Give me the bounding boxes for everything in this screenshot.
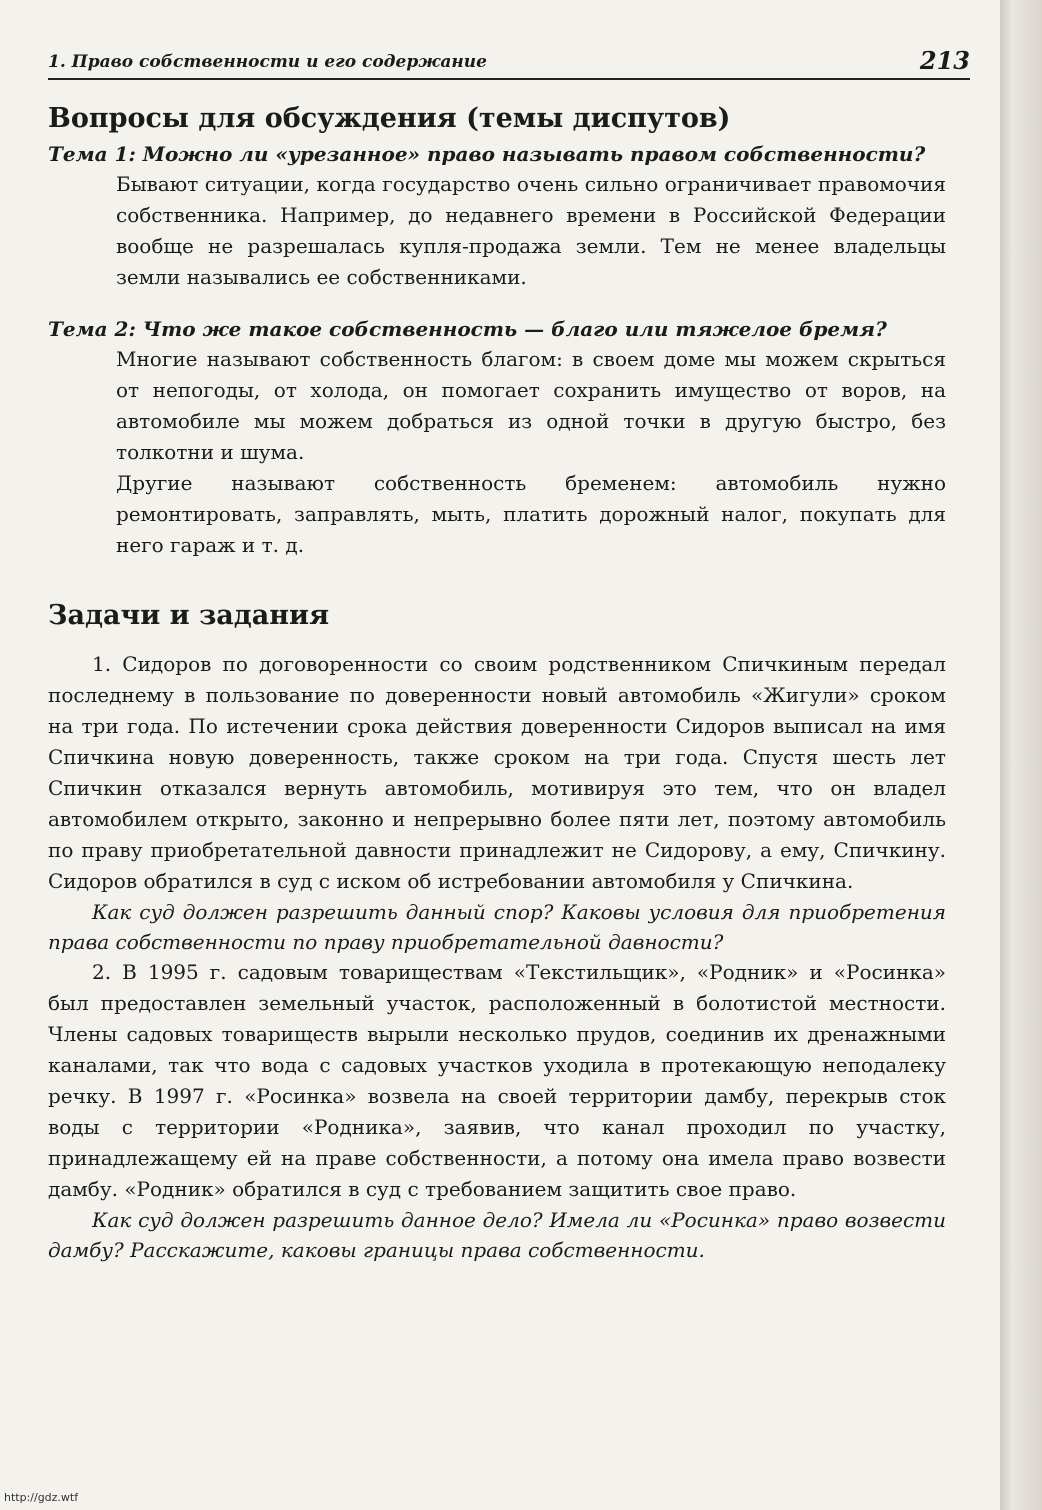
page-header xyxy=(48,46,970,80)
running-head: 1. Право собственности и его содержание xyxy=(48,52,487,72)
source-url[interactable]: http://gdz.wtf xyxy=(4,1491,79,1504)
topic-2-body xyxy=(116,344,946,561)
tasks-heading: Задачи и задания xyxy=(48,600,330,631)
topic-1-text: Бывают ситуации, когда государство очень сильно ограничивает правомочия собственника. Например, до недавнего времени в Российской Федерации вообще не разрешалась купля-продажа земли. Тем не менее владельцы земли назывались ее собственниками. xyxy=(116,172,946,289)
topic-2-text-1: Многие называют собственность благом: в своем доме мы можем скрыться от непогоды, от холода, он помогает сохранить имущество от воров, на автомобиле мы можем добраться из одной точки в другую быстро, без толкотни и шума. xyxy=(116,347,946,464)
page-content xyxy=(48,96,946,1265)
task-2-text: 2. В 1995 г. садовым товариществам «Текстильщик», «Родник» и «Росинка» был предоставлен земельный участок, расположенный в болотистой местности. Члены садовых товариществ вырыли несколько прудов, соединив их дренажными каналами, так что вода с садовых участков уходила в протекающую неподалеку речку. В 1997 г. «Росинка» возвела на своей территории дамбу, перекрыв сток воды с территории «Родника», заявив, что канал проходил по участку, принадлежащему ей на праве собственности, а потому она имела право возвести дамбу. «Родник» обратился в суд с требованием защитить свое право. xyxy=(48,960,946,1201)
topic-2-title: Тема 2: Что же такое собственность — благо или тяжелое бремя? xyxy=(48,317,887,341)
task-1-text: 1. Сидоров по договоренности со своим родственником Спичкиным передал последнему в пользование по доверенности новый автомобиль «Жигули» сроком на три года. По истечении срока действия доверенности Сидоров выписал на имя Спичкина новую доверенность, также сроком на три года. Спустя шесть лет Спичкин отказался вернуть автомобиль, мотивируя это тем, что он владел автомобилем открыто, законно и непрерывно более пяти лет, поэтому автомобиль по праву приобретательной давности принадлежит не Сидорову, а ему, Спичкину. Сидоров обратился в суд с иском об истребовании автомобиля у Спичкина. xyxy=(48,652,946,893)
task-1-question: Как суд должен разрешить данный спор? Каковы условия для приобретения права собственности по праву приобретательной давности? xyxy=(48,900,946,954)
discussion-heading: Вопросы для обсуждения (темы диспутов) xyxy=(48,103,731,134)
topic-2-text-2: Другие называют собственность бременем: автомобиль нужно ремонтировать, заправлять, мыть, платить дорожный налог, покупать для него гараж и т. д. xyxy=(116,471,946,557)
topic-1-title: Тема 1: Можно ли «урезанное» право называть правом собственности? xyxy=(48,142,926,166)
page-number: 213 xyxy=(919,46,970,75)
page-binding-edge xyxy=(1000,0,1042,1510)
task-2-question: Как суд должен разрешить данное дело? Имела ли «Росинка» право возвести дамбу? Расскажите, каковы границы права собственности. xyxy=(48,1208,946,1262)
topic-1-body xyxy=(116,169,946,293)
